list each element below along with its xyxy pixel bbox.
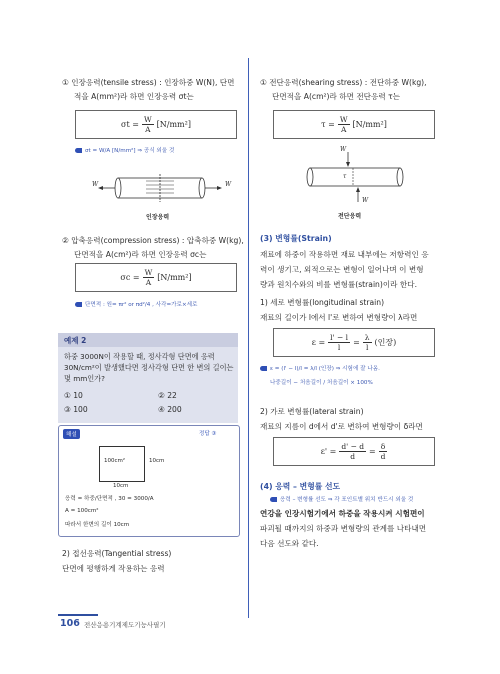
example-title: 예제 2 xyxy=(64,336,87,345)
f4-num: l' − l xyxy=(330,333,349,342)
right-s1-line2: 단면적을 A(cm²)라 하면 전단응력 τ는 xyxy=(272,92,400,101)
strain-sub1-line: 재료의 길이가 l에서 l'로 변하여 변형량이 λ라면 xyxy=(260,313,418,322)
strain-p2: 력이 생기고, 외적으로는 변형이 일어나며 이 변형 xyxy=(260,265,424,274)
left-s3-line: 단면에 평행하게 작용하는 응력 xyxy=(62,564,165,573)
note-area xyxy=(75,300,197,308)
square-side: 10cm xyxy=(149,458,165,464)
f4-tail: (인장) xyxy=(374,338,397,347)
left-s2-line1: ② 압축응력(compression stress) : 압축하중 W(kg), xyxy=(62,236,244,245)
formula-box-long-strain xyxy=(273,328,435,357)
strain-sub2: 2) 가로 변형률(lateral strain) xyxy=(260,407,364,416)
column-divider xyxy=(248,58,249,618)
book-title: 전산응용기계제도기능사필기 xyxy=(84,621,166,629)
note-strain xyxy=(260,364,380,372)
strain-p3: 량과 원치수와의 비를 변형률(strain)이라 한다. xyxy=(260,280,417,289)
formula-num: W xyxy=(143,115,152,124)
sscurve-p6: 다음 선도와 같다. xyxy=(260,539,319,548)
formula-box-lat-strain xyxy=(273,437,435,466)
note-strain-b-text: 나중길이 − 처음길이 / 처음길이 × 100% xyxy=(270,380,373,386)
note-diagram-text: 응력 – 변형률 선도 ⇒ 각 포인트별 위치 반드시 외울 것 xyxy=(280,497,414,503)
note-area-text: 단면적 : 원= πr² or πd²/4 , 사각=가로×세로 xyxy=(85,302,198,308)
square-area: 100cm² xyxy=(104,458,126,464)
strain-heading: (3) 변형률(Strain) xyxy=(260,234,332,243)
solution-a: A = 100cm² xyxy=(65,508,99,514)
formula3-num: W xyxy=(339,115,348,124)
f5-den: d xyxy=(350,452,356,461)
square-figure xyxy=(99,446,145,482)
stress-strain-heading: (4) 응력 – 변형률 선도 xyxy=(260,482,341,491)
formula3-den: A xyxy=(340,125,347,134)
formula2-lhs: σc = xyxy=(120,273,140,282)
example-q1: 하중 3000N이 작용할 때, 정사각형 단면에 응력 xyxy=(64,352,215,361)
sscurve-p4: 연강을 인장시험기에서 하중을 작용시켜 시험편이 xyxy=(260,509,425,518)
solution-box xyxy=(58,425,240,537)
solution-eq: 응력 = 하중/단면적 , 30 = 3000/A xyxy=(65,496,154,502)
footer-rule xyxy=(58,614,98,616)
example-box xyxy=(58,333,238,423)
example-q3: 몇 mm인가? xyxy=(64,374,105,383)
formula-box-shear xyxy=(273,110,435,139)
left-s1-line2: 적을 A(mm²)라 하면 인장응력 σt는 xyxy=(74,92,194,101)
formula3-unit: [N/mm²] xyxy=(352,120,387,129)
formula2-num: W xyxy=(144,268,153,277)
answer-tag: 정답 ③ xyxy=(199,431,217,437)
shear-w-bottom: W xyxy=(362,197,369,204)
shear-caption: 전단응력 xyxy=(338,213,362,220)
note-pill-icon xyxy=(270,497,277,502)
solution-tag: 해설 xyxy=(63,429,80,439)
note-pill-icon xyxy=(75,302,82,307)
tensile-caption: 인장응력 xyxy=(146,214,170,221)
formula3-lhs: τ = xyxy=(321,120,335,129)
shear-tau: τ xyxy=(343,173,347,180)
note-tensile-text: σt = W/A [N/mm²] ⇒ 공식 외울 것 xyxy=(85,148,175,154)
example-q2: 30N/cm²이 발생했다면 정사각형 단면 한 변의 길이는 xyxy=(64,363,234,372)
formula-box-compress xyxy=(75,263,237,292)
tensile-w-right: W xyxy=(225,181,232,188)
note-pill-icon xyxy=(260,366,267,371)
shear-diagram xyxy=(300,148,410,208)
strain-sub2-line: 재료의 지름이 d에서 d'로 변하여 변형량이 δ라면 xyxy=(260,422,423,431)
f5-den2: d xyxy=(380,452,386,461)
left-s2-line2: 단면적을 A(cm²)라 하면 인장응력 σc는 xyxy=(74,250,207,259)
page-number: 106 xyxy=(60,618,80,629)
tensile-w-left: W xyxy=(92,181,99,188)
formula-unit: [N/mm²] xyxy=(156,120,191,129)
f5-eq: = xyxy=(369,447,376,456)
strain-sub1: 1) 세로 변형률(longitudinal strain) xyxy=(260,298,385,307)
f4-num2: λ xyxy=(364,333,370,342)
formula-den: A xyxy=(145,125,151,134)
formula-lhs: σt = xyxy=(121,120,139,129)
f5-lhs: ε' = xyxy=(320,447,337,456)
formula-box-tensile xyxy=(75,110,237,139)
left-s3-title: 2) 접선응력(Tangential stress) xyxy=(62,549,172,558)
option-1: ① 10 xyxy=(64,391,83,400)
option-2: ② 22 xyxy=(158,391,177,400)
f5-num: d' − d xyxy=(341,442,365,451)
left-s1-line1: ① 인장응력(tensile stress) : 인장하중 W(N), 단면 xyxy=(62,78,235,87)
formula2-unit: [N/mm²] xyxy=(157,273,192,282)
option-4: ④ 200 xyxy=(158,405,182,414)
f4-den2: l xyxy=(365,343,369,352)
f4-eq: = xyxy=(353,338,360,347)
formula2-den: A xyxy=(145,278,152,287)
strain-p1: 재료에 하중이 작용하면 재료 내부에는 저항력인 응 xyxy=(260,250,429,259)
square-bottom: 10cm xyxy=(113,483,129,489)
note-strain-text: ε = (l' − l)/l = λ/l (인장) ⇒ 시험에 잘 나옴. xyxy=(270,366,380,372)
f4-den: l xyxy=(337,343,341,352)
note-tensile xyxy=(75,146,174,154)
note-strain-b xyxy=(270,378,373,386)
option-3: ③ 100 xyxy=(64,405,88,414)
sscurve-p5: 파괴될 때까지의 하중과 변형량의 관계를 나타내면 xyxy=(260,524,427,533)
solution-conclusion: 따라서 한변의 길이 10cm xyxy=(65,522,130,528)
note-pill-icon xyxy=(75,148,82,153)
f5-num2: δ xyxy=(380,442,386,451)
note-diagram xyxy=(270,495,413,503)
right-s1-line1: ① 전단응력(shearing stress) : 전단하중 W(kg), xyxy=(260,78,427,87)
shear-w-top: W xyxy=(340,146,347,153)
f4-lhs: ε = xyxy=(311,338,326,347)
